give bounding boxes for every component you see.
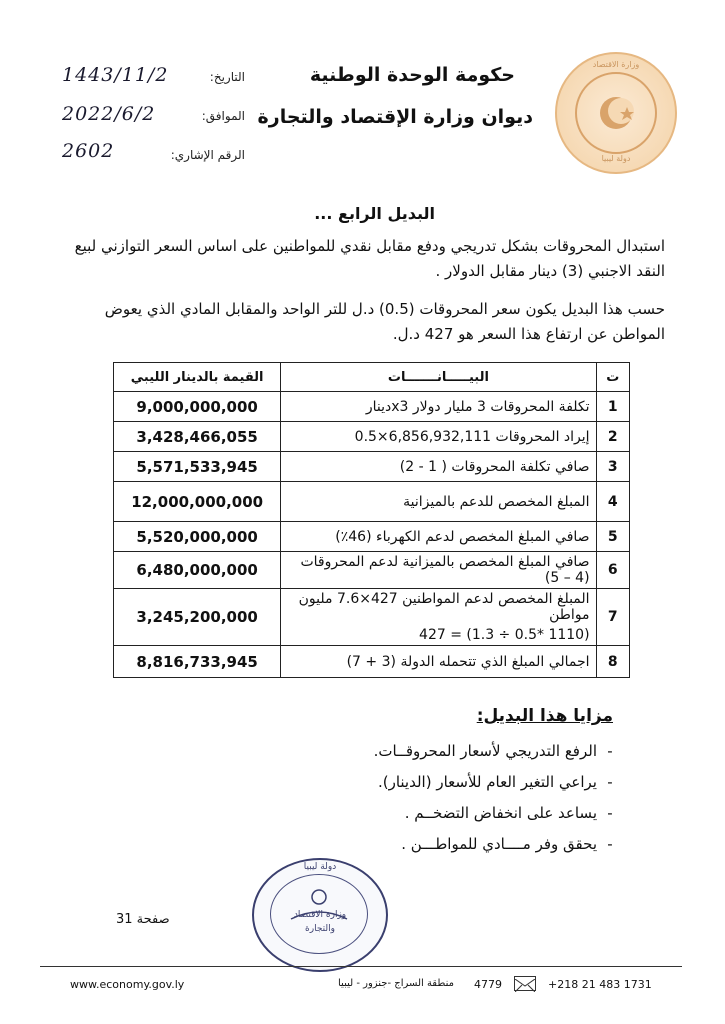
crescent-star-icon: [577, 74, 655, 152]
list-item: [263, 798, 623, 829]
ref-label: الرقم الإشاري:: [170, 148, 245, 162]
footer-phone: +218 21 483 1731: [548, 978, 652, 991]
row-num: 3: [596, 452, 629, 482]
row-value: 5,571,533,945: [114, 452, 281, 482]
cost-table: [113, 362, 630, 678]
row-num: 1: [596, 392, 629, 422]
list-item: [263, 767, 623, 798]
row-desc: اجمالي المبلغ الذي تتحمله الدولة (3 + 7): [281, 646, 596, 678]
row-num: 4: [596, 482, 629, 522]
stamp-text-bottom: والتجارة: [305, 924, 335, 934]
row-num: 2: [596, 422, 629, 452]
header-value: القيمة بالدينار الليبي: [114, 363, 281, 392]
footer-po-box: 4779: [474, 978, 502, 991]
row-desc: إيراد المحروقات 6,856,932,111×0.5: [281, 422, 596, 452]
advantage-text: يساعد على انخفاض التضخــم .: [404, 804, 597, 822]
row-desc: تكلفة المحروقات 3 مليار دولار x3دينار: [281, 392, 596, 422]
gregorian-label: الموافق:: [201, 109, 245, 123]
header-num: ت: [596, 363, 629, 392]
paragraph-price: حسب هذا البديل يكون سعر المحروقات (0.5) د.ل للتر الواحد والمقابل المادي الذي يعوض المواطن عن ارتفاع هذا السعر هو 427 د.ل.: [104, 300, 665, 343]
dash-bullet-icon: -: [607, 773, 613, 791]
ref-value: 2602: [62, 140, 115, 162]
ministry-title: ديوان وزارة الإقتصاد والتجارة: [257, 106, 533, 128]
row-value: 6,480,000,000: [114, 552, 281, 589]
table-row: [114, 452, 630, 482]
page-number: صفحة 31: [116, 912, 170, 927]
stamp-text-mid: وزارة الاقتصاد: [293, 910, 347, 920]
table-row: [114, 522, 630, 552]
list-item: [263, 829, 623, 860]
row-desc: المبلغ المخصص للدعم بالميزانية: [281, 482, 596, 522]
ministry-seal: [555, 52, 677, 174]
date-label: التاريخ:: [209, 70, 245, 84]
row-value: 8,816,733,945: [114, 646, 281, 678]
row-num: 7: [596, 589, 629, 646]
row-num: 6: [596, 552, 629, 589]
row-desc-line1: المبلغ المخصص لدعم المواطنين 427×7.6 مليون مواطن: [298, 591, 590, 623]
mail-icon: [514, 976, 536, 991]
footer-address: منطقة السراج -جنزور - ليبيا: [338, 978, 454, 989]
row-value: 3,245,200,000: [114, 589, 281, 646]
row-desc-line2: 427 = (1.3 ÷ 0.5* 1110): [419, 627, 590, 643]
row-desc: صافي تكلفة المحروقات ( 1 - 2): [281, 452, 596, 482]
table-header-row: [114, 363, 630, 392]
header-desc: البيـــــانـــــــات: [281, 363, 596, 392]
paragraph-intro: استبدال المحروقات بشكل تدريجي ودفع مقابل نقدي للمواطنين على اساس السعر التوازني لبيع النقد الاجنبي (3) دينار مقابل الدولار .: [74, 237, 665, 280]
dash-bullet-icon: -: [607, 804, 613, 822]
table-row: [114, 552, 630, 589]
row-value: 3,428,466,055: [114, 422, 281, 452]
list-item: [263, 736, 623, 767]
footer-divider: [40, 966, 682, 967]
dash-bullet-icon: -: [607, 742, 613, 760]
seal-text-bottom: دولة ليبيا: [601, 154, 631, 163]
advantage-text: يحقق وفر مــــادي للمواطـــن .: [401, 835, 597, 853]
government-title: حكومة الوحدة الوطنية: [309, 64, 515, 86]
dash-bullet-icon: -: [607, 835, 613, 853]
row-desc: صافي المبلغ المخصص بالميزانية لدعم المحروقات (4 – 5): [281, 552, 596, 589]
row-desc: [281, 589, 596, 646]
table-row: [114, 646, 630, 678]
table-row: [114, 482, 630, 522]
table-row: [114, 392, 630, 422]
row-value: 12,000,000,000: [114, 482, 281, 522]
row-value: 5,520,000,000: [114, 522, 281, 552]
footer-website: www.economy.gov.ly: [70, 978, 185, 991]
table-row: [114, 422, 630, 452]
row-num: 8: [596, 646, 629, 678]
date-value: 1443/11/2: [62, 64, 169, 86]
table-row: [114, 589, 630, 646]
stamp-text-top: دولة ليبيا: [303, 862, 337, 872]
official-stamp: [252, 858, 388, 972]
row-value: 9,000,000,000: [114, 392, 281, 422]
advantages-title: مزايا هذا البديل:: [476, 706, 613, 726]
row-num: 5: [596, 522, 629, 552]
seal-emblem: [575, 72, 657, 154]
row-desc: صافي المبلغ المخصص لدعم الكهرباء (46٪): [281, 522, 596, 552]
advantages-list: [263, 736, 623, 860]
seal-text-top: وزارة الاقتصاد: [592, 60, 640, 69]
advantage-text: يراعي التغير العام للأسعار (الدينار).: [377, 773, 597, 791]
advantage-text: الرفع التدريجي لأسعار المحروقــات.: [373, 742, 597, 760]
section-title: البديل الرابع ...: [314, 204, 435, 223]
gregorian-value: 2022/6/2: [62, 103, 156, 125]
